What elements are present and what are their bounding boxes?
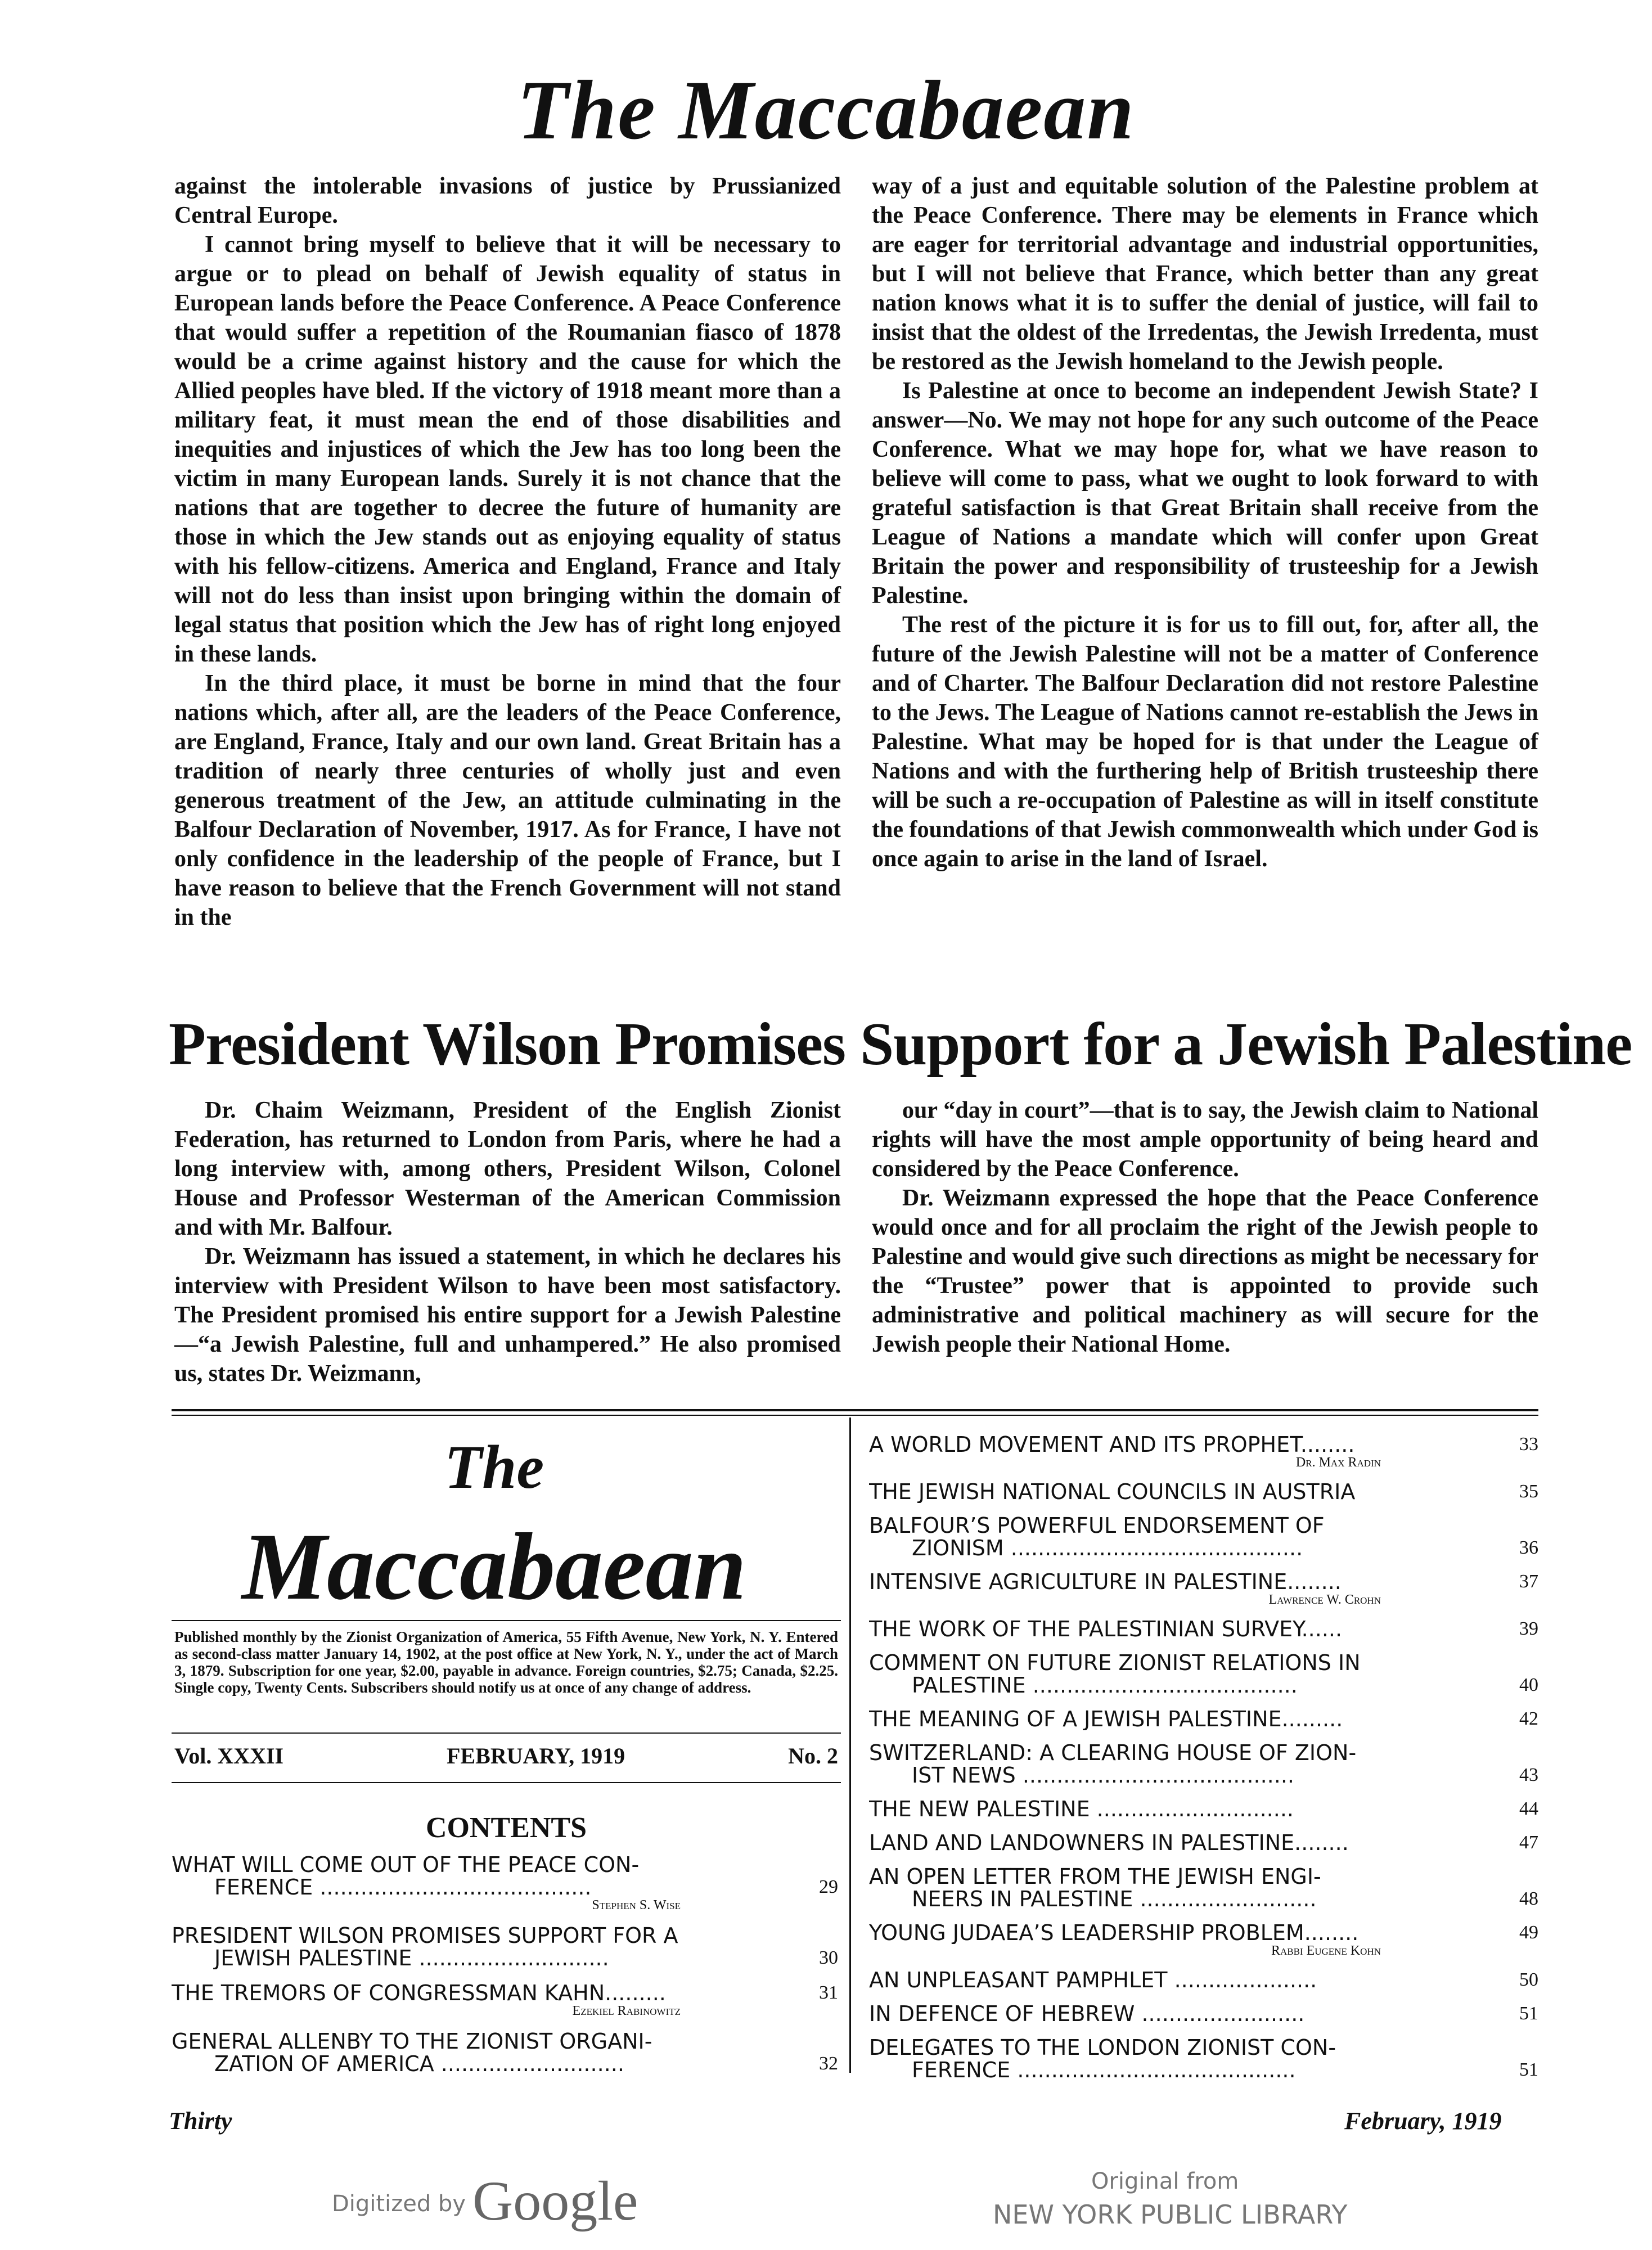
contents-entry-author: Stephen S. Wise <box>592 1898 681 1912</box>
contents-entry-title-line: ZATION OF AMERICA ........................... <box>214 2053 624 2075</box>
contents-column-divider <box>849 1418 851 2073</box>
contents-entry-page: 48 <box>1519 1888 1538 1909</box>
contents-entry-title-line: YOUNG JUDAEA’S LEADERSHIP PROBLEM........ <box>869 1922 1359 1944</box>
contents-entry-page: 42 <box>1519 1708 1538 1729</box>
contents-entry-title-line: AN OPEN LETTER FROM THE JEWISH ENGI- <box>869 1865 1321 1888</box>
contents-entry <box>172 2030 838 2075</box>
contents-entry <box>869 1708 1538 1730</box>
contents-entry-page: 51 <box>1519 2059 1538 2080</box>
paragraph: I cannot bring myself to believe that it will be necessary to argue or to plead on behalf of Jewish equality of status in European lands before the Peace Conference. A Peace Conference that would suffer a repetition of the Roumanian fiasco of 1878 would be a crime against history and the cause for which the Allied peoples have bled. If the victory of 1918 meant more than a military feat, it must mean the end of those disabilities and inequities and injustices of which the Jew has too long been the victim in many European lands. Surely it is not chance that the nations that are together to decree the future of humanity are those in which the Jew stands out as enjoying equality of status with his fellow-citizens. America and England, France and Italy will not do less than insist upon bringing within the domain of legal status that position which the Jew has of right long enjoyed in these lands. <box>174 232 841 667</box>
contents-entry-title-line: THE WORK OF THE PALESTINIAN SURVEY...... <box>869 1618 1343 1640</box>
contents-entry-page: 49 <box>1519 1922 1538 1943</box>
contents-entry <box>869 1922 1538 1958</box>
contents-entry-title-line: THE JEWISH NATIONAL COUNCILS IN AUSTRIA <box>869 1480 1356 1503</box>
paragraph: Dr. Weizmann has issued a statement, in which he declares his interview with President Wilson to have been most satisfactory. The President promised his entire support for a Jewish Palestine—“a Jewish Palestine, full and unhampered.” He also promised us, states Dr. Weizmann, <box>174 1244 841 1387</box>
article1-right-column <box>872 172 1538 874</box>
google-logo: Google <box>472 2170 638 2232</box>
contents-entry <box>869 1433 1538 1469</box>
issue-number: No. 2 <box>788 1743 838 1768</box>
contents-entry <box>869 1969 1538 1991</box>
contents-entry-title-line: BALFOUR’S POWERFUL ENDORSEMENT OF <box>869 1514 1325 1537</box>
paragraph: Dr. Weizmann expressed the hope that the Peace Conference would once and for all proclaim the right of the Jewish people to Palestine and would give such directions as might be necessary for the “Trustee” power that is appointed to provide such administrative and political machinery as will secure for the Jewish people their National Home. <box>872 1185 1538 1357</box>
contents-entry <box>869 1618 1538 1640</box>
contents-entry-title-line: IST NEWS ........................................ <box>912 1764 1294 1786</box>
contents-entry-title-line: A WORLD MOVEMENT AND ITS PROPHET........ <box>869 1433 1355 1456</box>
contents-entry-title-line: COMMENT ON FUTURE ZIONIST RELATIONS IN <box>869 1652 1361 1674</box>
contents-entry-page: 40 <box>1519 1675 1538 1695</box>
original-from-label: Original from <box>1091 2168 1239 2194</box>
contents-entry <box>869 1865 1538 1910</box>
contents-entry-page: 33 <box>1519 1434 1538 1455</box>
contents-entry-title-line: INTENSIVE AGRICULTURE IN PALESTINE........ <box>869 1570 1342 1593</box>
article2-headline: President Wilson Promises Support for a Jewish Palestine <box>169 1011 1632 1078</box>
volume-number: Vol. XXXII <box>174 1743 284 1768</box>
contents-entry <box>869 1480 1538 1503</box>
contents-entry-page: 39 <box>1519 1618 1538 1639</box>
contents-entry <box>172 1982 838 2018</box>
contents-entry-page: 50 <box>1519 1969 1538 1990</box>
contents-entry <box>172 1853 838 1912</box>
contents-entry-title-line: THE NEW PALESTINE ............................. <box>869 1798 1294 1820</box>
volume-line <box>174 1743 838 1769</box>
contents-entry-title-line: PALESTINE ....................................... <box>912 1674 1298 1696</box>
contents-entry-author: Rabbi Eugene Kohn <box>1271 1943 1381 1958</box>
contents-entry-page: 29 <box>819 1876 838 1897</box>
contents-entry-page: 32 <box>819 2053 838 2074</box>
contents-entry <box>869 2002 1538 2025</box>
contents-entry-title-line: ZIONISM ........................................... <box>912 1537 1303 1559</box>
volume-rule-bottom <box>172 1782 841 1783</box>
contents-entry <box>869 1832 1538 1854</box>
logo-maccabaean: Maccabaean <box>242 1514 747 1619</box>
contents-entry-title-line: JEWISH PALESTINE ............................ <box>214 1947 609 1969</box>
contents-entry-page: 51 <box>1519 2003 1538 2024</box>
contents-entry-title-line: THE TREMORS OF CONGRESSMAN KAHN......... <box>172 1982 666 2004</box>
publication-info: Published monthly by the Zionist Organization of America, 55 Fifth Avenue, New York, N. Y. Entered as second-class matter January 14, 1902, at the post office at New York, N. Y., under the act of March 3, 1879. Subscription for one year, $2.00, payable in advance. Foreign countries, $2.75; Canada, $2.25. Single copy, Twenty Cents. Subscribers should notify us at once of any change of address. <box>174 1628 838 1696</box>
contents-entry-title-line: NEERS IN PALESTINE .......................... <box>912 1888 1317 1910</box>
masthead-box-rule <box>172 1620 841 1621</box>
contents-title: CONTENTS <box>425 1812 587 1844</box>
contents-entry <box>172 1924 838 1969</box>
paragraph: The rest of the picture it is for us to fill out, for, after all, the future of the Jewish Palestine will not be a matter of Conference and of Charter. The Balfour Declaration did not restore Palestine to the Jews. The League of Nations cannot re-establish the Jews in Palestine. What may be hoped for is that under the League of Nations and with the furthering help of British trusteeship there will be such a re-occupation of Palestine as will in itself constitute the foundations of that Jewish commonwealth which under God is once again to arise in the land of Israel. <box>872 612 1538 872</box>
library-name: NEW YORK PUBLIC LIBRARY <box>993 2199 1348 2230</box>
issue-date: FEBRUARY, 1919 <box>447 1743 625 1768</box>
contents-entry <box>869 1570 1538 1606</box>
contents-entry-title-line: THE MEANING OF A JEWISH PALESTINE......... <box>869 1708 1343 1730</box>
contents-entry-author: Dr. Max Radin <box>1295 1455 1381 1470</box>
digitized-by-label: Digitized by <box>332 2191 466 2217</box>
logo-the: The <box>444 1433 544 1501</box>
contents-entry <box>869 2036 1538 2081</box>
section-divider-thin <box>172 1415 1538 1416</box>
masthead: The Maccabaean <box>517 64 1135 157</box>
contents-entry-page: 44 <box>1519 1798 1538 1819</box>
paragraph: In the third place, it must be borne in mind that the four nations which, after all, are the leaders of the Peace Conference, are England, France, Italy and our own land. Great Britain has a tradition of nearly three centuries of wholly just and even generous treatment of the Jew, an attitude culminating in the Balfour Declaration of November, 1917. As for France, I have not only confidence in the leadership of the people of France, but I have reason to believe that the French Government will not stand in the <box>174 670 841 930</box>
contents-entry-title-line: FERENCE ........................................ <box>214 1876 592 1898</box>
contents-entry <box>869 1652 1538 1696</box>
article2-right-column <box>872 1096 1538 1359</box>
contents-entry-page: 37 <box>1519 1571 1538 1592</box>
contents-entry-title-line: FERENCE ......................................... <box>912 2059 1296 2081</box>
contents-entry-title-line: GENERAL ALLENBY TO THE ZIONIST ORGANI- <box>172 2030 652 2053</box>
contents-entry <box>869 1798 1538 1820</box>
contents-entry-title-line: PRESIDENT WILSON PROMISES SUPPORT FOR A <box>172 1924 678 1947</box>
contents-entry-title-line: DELEGATES TO THE LONDON ZIONIST CON- <box>869 2036 1336 2059</box>
contents-entry-author: Ezekiel Rabinowitz <box>572 2004 681 2018</box>
paragraph: Dr. Chaim Weizmann, President of the English Zionist Federation, has returned to London from Paris, where he had a long interview with, among others, President Wilson, Colonel House and Professor Westerman of the American Commission and with Mr. Balfour. <box>174 1097 841 1240</box>
paragraph: Is Palestine at once to become an independent Jewish State? I answer—No. We may not hope for any such outcome of the Peace Conference. What we may hope for, what we have reason to believe will come to pass, what we ought to look forward to with grateful satisfaction is that Great Britain shall receive from the League of Nations a mandate which will confer upon Great Britain the power and responsibility of trusteeship for a Jewish Palestine. <box>872 378 1538 609</box>
section-divider <box>172 1409 1538 1411</box>
footer-date: February, 1919 <box>1344 2107 1502 2135</box>
volume-rule-top <box>172 1732 841 1734</box>
article1-left-column <box>174 172 841 932</box>
contents-entry-page: 35 <box>1519 1481 1538 1502</box>
contents-entry-title-line: SWITZERLAND: A CLEARING HOUSE OF ZION- <box>869 1742 1357 1764</box>
contents-entry-page: 30 <box>819 1947 838 1968</box>
contents-entry-title-line: AN UNPLEASANT PAMPHLET ..................... <box>869 1969 1317 1991</box>
footer-page-label: Thirty <box>169 2107 232 2135</box>
paragraph: way of a just and equitable solution of the Palestine problem at the Peace Conference. There may be elements in France which are eager for territorial advantage and industrial opportunities, but I will not believe that France, which better than any great nation knows what it is to suffer the denial of justice, will fail to insist that the oldest of the Irredentas, the Jewish Irredenta, must be restored as the Jewish homeland to the Jewish people. <box>872 173 1538 375</box>
contents-entry-title-line: LAND AND LANDOWNERS IN PALESTINE........ <box>869 1832 1349 1854</box>
contents-entry-page: 43 <box>1519 1765 1538 1785</box>
contents-entry-page: 47 <box>1519 1832 1538 1853</box>
contents-entry-title-line: WHAT WILL COME OUT OF THE PEACE CON- <box>172 1853 640 1876</box>
paragraph: against the intolerable invasions of justice by Prussianized Central Europe. <box>174 173 841 228</box>
contents-entry-page: 31 <box>819 1982 838 2003</box>
contents-entry <box>869 1514 1538 1559</box>
paragraph: our “day in court”—that is to say, the Jewish claim to National rights will have the most ample opportunity of being heard and considered by the Peace Conference. <box>872 1097 1538 1182</box>
contents-entry <box>869 1742 1538 1786</box>
contents-entry-page: 36 <box>1519 1537 1538 1558</box>
article2-left-column <box>174 1096 841 1388</box>
contents-entry-author: Lawrence W. Crohn <box>1268 1592 1381 1607</box>
contents-entry-title-line: IN DEFENCE OF HEBREW ........................ <box>869 2002 1305 2025</box>
